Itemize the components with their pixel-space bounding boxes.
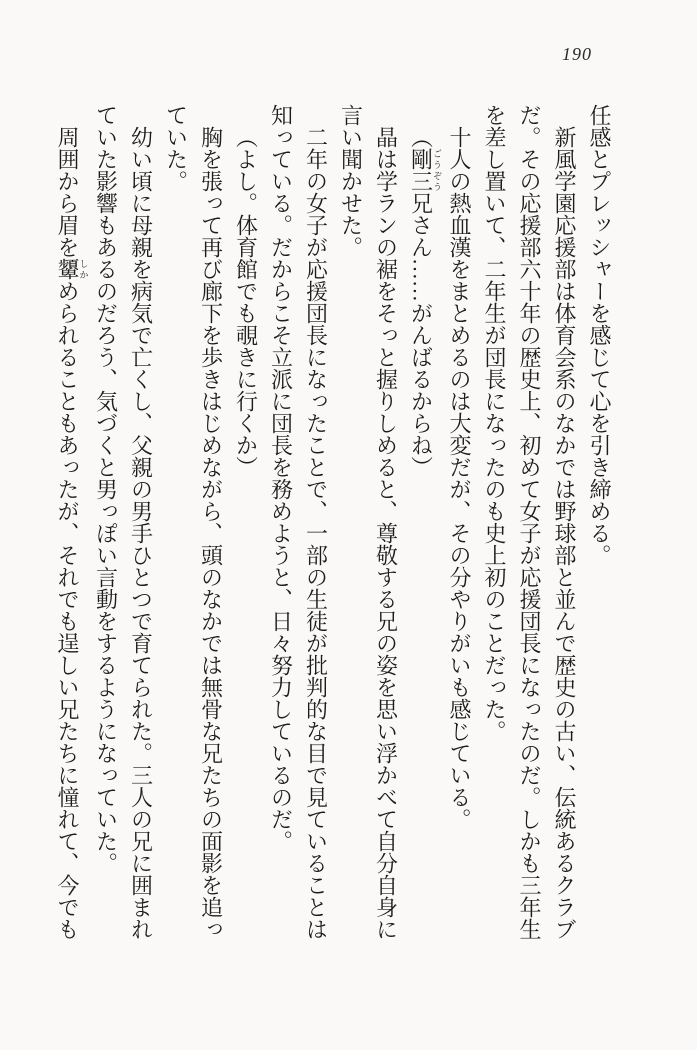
paragraph: （剛三ごうぞう兄さん……がんばるからね） [408, 126, 442, 478]
paragraph: 胸を張って再び廊下を歩きはじめながら、頭のなかでは無骨な兄たちの面影を追っていた。 [163, 104, 224, 940]
ruby-annotated-word: 剛三ごうぞう [408, 148, 442, 192]
paragraph: 十人の熱血漢をまとめるのは大変だが、その分やりがいも感じている。 [447, 126, 472, 830]
ruby-annotated-word: 顰しか [55, 258, 89, 280]
body-text [50, 104, 617, 940]
furigana: ごうぞう [432, 148, 442, 192]
paragraph: 晶は学ランの裾をそっと握りしめると、尊敬する兄の姿を思い浮かべて自分自身に言い聞かせた。 [338, 104, 399, 940]
paragraph: 任感とプレッシャーを感じて心を引き締める。 [587, 104, 612, 566]
paragraph: 新風学園応援部は体育会系のなかでは野球部と並んで歴史の古い、伝統あるクラブだ。その応援部六十年の歴史上、初めて女子が応援団長になったのだ。しかも三年生を差し置いて、二年生が団長になったのも史上初のことだった。 [482, 104, 577, 940]
furigana: しか [78, 258, 89, 280]
paragraph: 二年の女子が応援団長になったことで、一部の生徒が批判的な目で見ていることは知っている。だからこそ立派に団長を務めようと、日々努力しているのだ。 [268, 104, 329, 940]
paragraph: 周囲から眉を顰しかめられることもあったが、それでも逞しい兄たちに憧れて、今でも [55, 126, 89, 940]
paragraph: 幼い頃に母親を病気で亡くし、父親の男手ひとつで育てられた。三人の兄に囲まれていた影響もあるのだろう、気づくと男っぽい言動をするようになっていた。 [93, 104, 154, 940]
page-number: 190 [562, 44, 592, 64]
paragraph: （よし。体育館でも覗きに行くか） [233, 126, 259, 478]
